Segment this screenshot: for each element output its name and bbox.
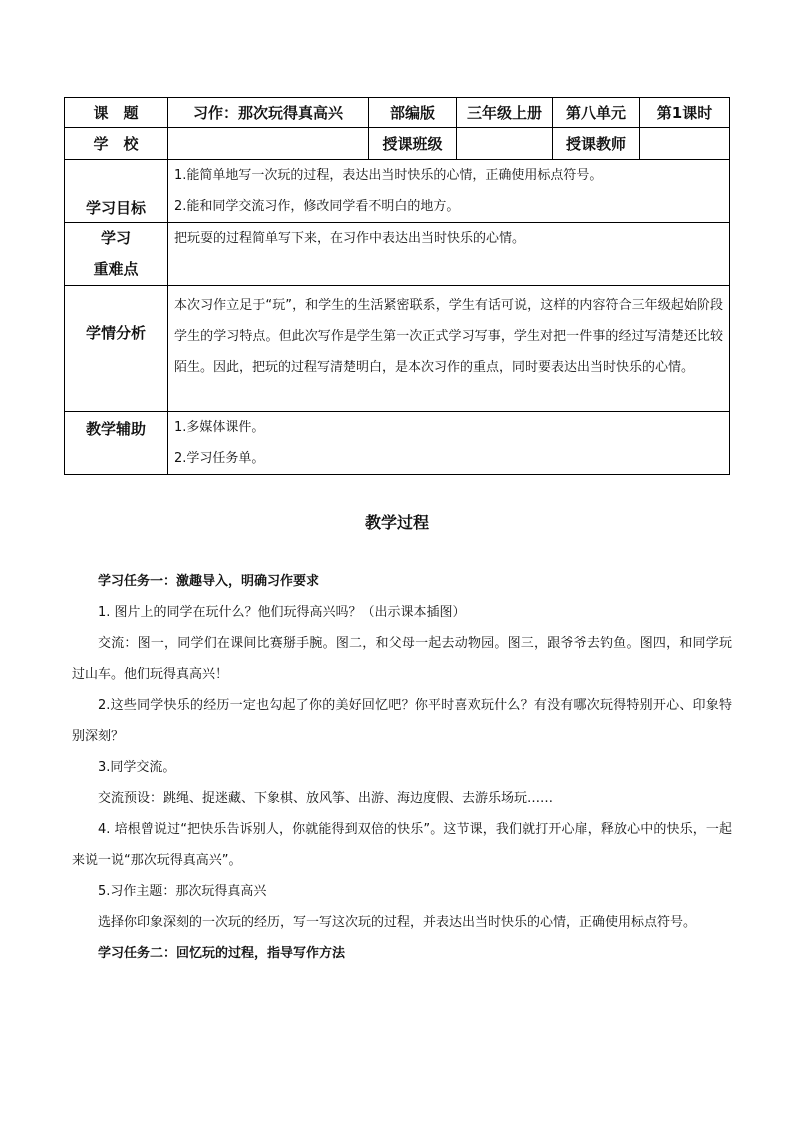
key-points-content [168, 223, 730, 286]
topic-value: 习作：那次玩得真高兴 [168, 98, 369, 128]
paragraph: 选择你印象深刻的一次玩的经历，写一写这次玩的过程，并表达出当时快乐的心情，正确使用标点符号。 [98, 915, 697, 930]
paragraph: 2.这些同学快乐的经历一定也勾起了你的美好回忆吧？你平时喜欢玩什么？有没有哪次玩得特别开心、印象特别深刻？ [72, 698, 732, 744]
task-heading: 学习任务一：激趣导入，明确习作要求 [98, 574, 320, 589]
goals-content [168, 160, 730, 223]
aids-content [168, 412, 730, 475]
unit-value: 第八单元 [553, 98, 640, 128]
class-label: 授课班级 [369, 128, 457, 160]
school-label: 学 校 [65, 128, 168, 160]
lesson-plan-table [64, 97, 730, 475]
goals-label: 学习目标 [65, 160, 168, 223]
teacher-value [640, 128, 730, 160]
paragraph: 交流预设：跳绳、捉迷藏、下象棋、放风筝、出游、海边度假、去游乐场玩…… [98, 791, 554, 806]
section-title: 教学过程 [364, 513, 429, 532]
aids-label: 教学辅助 [65, 412, 168, 475]
analysis-content [168, 286, 730, 412]
paragraph: 5.习作主题：那次玩得真高兴 [98, 884, 267, 899]
paragraph: 3.同学交流。 [98, 760, 176, 775]
topic-label: 课 题 [65, 98, 168, 128]
teacher-label: 授课教师 [553, 128, 640, 160]
lesson-value: 第1课时 [640, 98, 730, 128]
key-points-label-line2: 重难点 [93, 260, 139, 278]
goal-item: 1.能简单地写一次玩的过程，表达出当时快乐的心情，正确使用标点符号。 [174, 168, 603, 183]
paragraph: 交流：图一，同学们在课间比赛掰手腕。图二，和父母一起去动物园。图三，跟爷爷去钓鱼。图四，和同学玩过山车。他们玩得真高兴！ [72, 636, 732, 682]
class-value [457, 128, 553, 160]
aid-item: 1.多媒体课件。 [174, 420, 265, 435]
analysis-text: 本次习作立足于“玩”，和学生的生活紧密联系，学生有话可说，这样的内容符合三年级起始阶段学生的学习特点。但此次写作是学生第一次正式学习写事，学生对把一件事的经过写清楚还比较陌生。因此，把玩的过程写清楚明白，是本次习作的重点，同时要表达出当时快乐的心情。 [174, 298, 723, 375]
analysis-label: 学情分析 [65, 286, 168, 412]
aid-item: 2.学习任务单。 [174, 451, 265, 466]
task-heading: 学习任务二：回忆玩的过程，指导写作方法 [98, 946, 346, 961]
key-points-text: 把玩耍的过程简单写下来，在习作中表达出当时快乐的心情。 [174, 231, 526, 246]
key-points-label-line1: 学习 [100, 229, 131, 247]
paragraph: 1. 图片上的同学在玩什么？他们玩得高兴吗？（出示课本插图） [98, 605, 466, 620]
paragraph: 4. 培根曾说过“把快乐告诉别人，你就能得到双倍的快乐”。这节课，我们就打开心扉，释放心中的快乐，一起来说一说“那次玩得真高兴”。 [72, 822, 732, 868]
edition-value: 部编版 [369, 98, 457, 128]
teaching-process [72, 566, 732, 969]
key-points-label [65, 223, 168, 286]
grade-value: 三年级上册 [457, 98, 553, 128]
school-value [168, 128, 369, 160]
goal-item: 2.能和同学交流习作，修改同学看不明白的地方。 [174, 199, 460, 214]
